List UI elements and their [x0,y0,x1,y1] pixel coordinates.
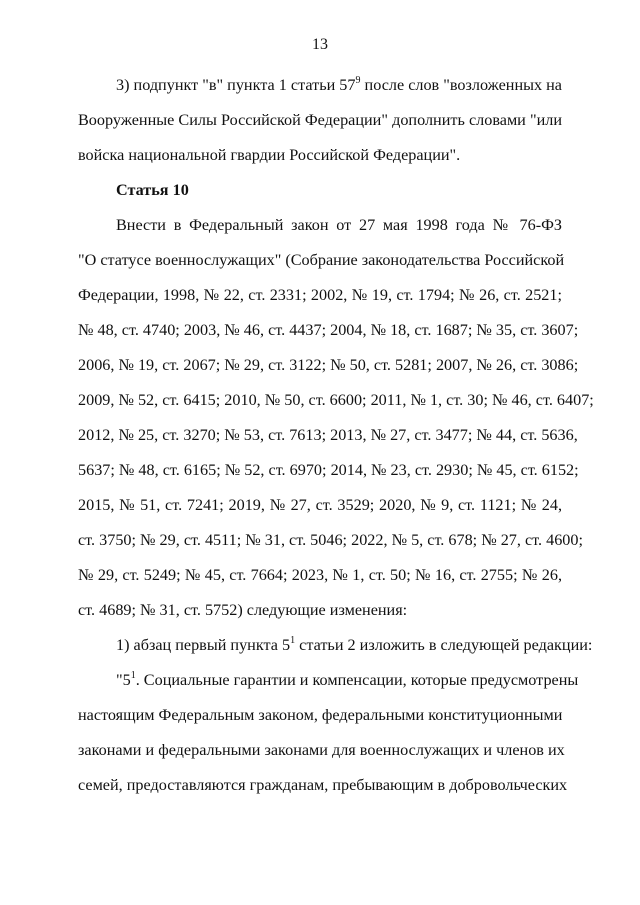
paragraph-line: 2009, № 52, ст. 6415; 2010, № 50, ст. 6600; 2011, № 1, ст. 30; № 46, ст. 6407; [78,391,594,409]
paragraph-line: "О статусе военнослужащих" (Собрание законодательства Российской [78,251,565,269]
paragraph-line: настоящим Федеральным законом, федеральными конституционными [78,706,563,724]
text-run: 3) подпункт "в" пункта 1 статьи 57 [116,76,356,94]
page-number: 13 [312,36,328,53]
text-run: после слов "возложенных на [360,76,562,94]
text-run: "5 [116,671,131,689]
paragraph-line: ст. 4689; № 31, ст. 5752) следующие изменения: [78,601,408,619]
paragraph-line: ст. 3750; № 29, ст. 4511; № 31, ст. 5046; 2022, № 5, ст. 678; № 27, ст. 4600; [78,531,583,549]
superscript: 1 [130,670,136,681]
paragraph-line: № 29, ст. 5249; № 45, ст. 7664; 2023, № 1, ст. 50; № 16, ст. 2755; № 26, [78,566,562,584]
paragraph-line: 2006, № 19, ст. 2067; № 29, ст. 3122; № 50, ст. 5281; 2007, № 26, ст. 3086; [78,356,579,374]
paragraph-line [116,670,579,693]
paragraph-line: 2012, № 25, ст. 3270; № 53, ст. 7613; 2013, № 27, ст. 3477; № 44, ст. 5636, [78,426,578,444]
paragraph-line [116,75,562,98]
paragraph-line: войска национальной гвардии Российской Федерации". [78,146,461,164]
text-run: статьи 2 изложить в следующей редакции: [295,636,593,654]
text-run: 1) абзац первый пункта 5 [116,636,291,654]
paragraph-line [116,635,593,658]
article-heading: Статья 10 [116,181,189,199]
text-run: . Социальные гарантии и компенсации, которые предусмотрены [135,671,579,689]
superscript: 9 [355,75,361,86]
paragraph-line: Федерации, 1998, № 22, ст. 2331; 2002, № 19, ст. 1794; № 26, ст. 2521; [78,286,562,304]
paragraph-line: 5637; № 48, ст. 6165; № 52, ст. 6970; 2014, № 23, ст. 2930; № 45, ст. 6152; [78,461,579,479]
paragraph-line: 2015, № 51, ст. 7241; 2019, № 27, ст. 3529; 2020, № 9, ст. 1121; № 24, [78,496,562,514]
paragraph-line: Внести в Федеральный закон от 27 мая 1998 года № 76-ФЗ [116,216,562,234]
paragraph-line: № 48, ст. 4740; 2003, № 46, ст. 4437; 2004, № 18, ст. 1687; № 35, ст. 3607; [78,321,579,339]
paragraph-line: законами и федеральными законами для военнослужащих и членов их [78,741,565,759]
superscript: 1 [290,635,296,646]
paragraph-line: Вооруженные Силы Российской Федерации" дополнить словами "или [78,111,562,129]
paragraph-line: семей, предоставляются гражданам, пребывающим в добровольческих [78,776,568,794]
